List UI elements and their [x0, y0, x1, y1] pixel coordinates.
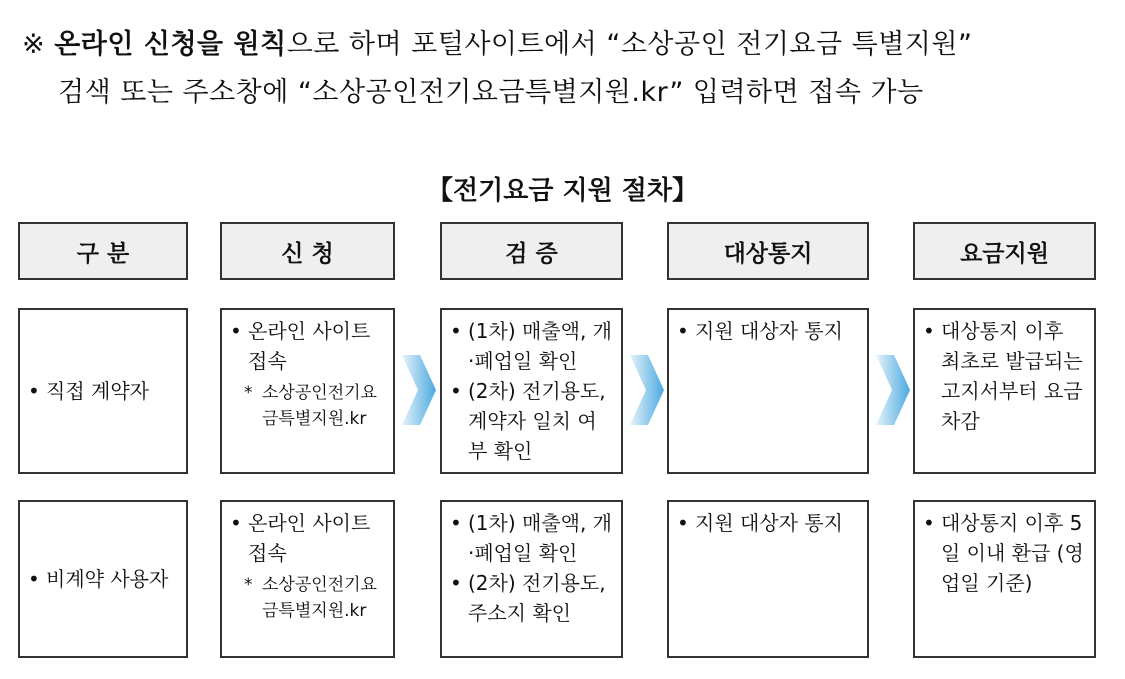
row2-category-cell: • 비계약 사용자 — [18, 500, 188, 658]
row2-support-cell: • 대상통지 이후 5일 이내 환급 (영업일 기준) — [913, 500, 1096, 658]
row2-notice: 지원 대상자 통지 — [695, 511, 843, 535]
diagram-title: 【전기요금 지원 절차】 — [426, 176, 699, 206]
row1-notice-cell: • 지원 대상자 통지 — [667, 308, 869, 474]
notice-line-2: 검색 또는 주소창에 “소상공인전기요금특별지원.kr” 입력하면 접속 가능 — [58, 77, 924, 108]
row1-support-cell: • 대상통지 이후 최초로 발급되는 고지서부터 요금 차감 — [913, 308, 1096, 474]
row2-verify-cell: • (1차) 매출액, 개·폐업일 확인 • (2차) 전기용도, 주소지 확인 — [440, 500, 623, 658]
header-support: 요금지원 — [913, 222, 1096, 280]
row2-verify-1: (1차) 매출액, 개·폐업일 확인 — [468, 511, 613, 565]
notice-bold-text: 온라인 신청을 원칙 — [54, 29, 287, 60]
notice-line-1 — [22, 22, 972, 61]
header-apply: 신 청 — [220, 222, 395, 280]
row1-support: 대상통지 이후 최초로 발급되는 고지서부터 요금 차감 — [941, 319, 1083, 433]
row2-notice-cell: • 지원 대상자 통지 — [667, 500, 869, 658]
flow-arrow-icon — [876, 355, 910, 425]
row2-apply-cell: • 온라인 사이트 접속 * 소상공인전기요금특별지원.kr — [220, 500, 395, 658]
flow-arrow-icon — [402, 355, 436, 425]
row1-verify-1: (1차) 매출액, 개·폐업일 확인 — [468, 319, 613, 373]
row1-apply-sub: 소상공인전기요금특별지원.kr — [262, 383, 377, 429]
header-category: 구 분 — [18, 222, 188, 280]
row1-category: 직접 계약자 — [46, 379, 149, 403]
notice-text: 으로 하며 포털사이트에서 “소상공인 전기요금 특별지원” — [286, 29, 973, 60]
row1-notice: 지원 대상자 통지 — [695, 319, 843, 343]
row2-apply-item: 온라인 사이트 접속 — [248, 511, 371, 565]
row1-category-cell: • 직접 계약자 — [18, 308, 188, 474]
row1-verify-2: (2차) 전기용도, 계약자 일치 여부 확인 — [468, 379, 606, 463]
row2-apply-sub: 소상공인전기요금특별지원.kr — [262, 575, 377, 621]
header-verify: 검 증 — [440, 222, 623, 280]
row1-apply-item: 온라인 사이트 접속 — [248, 319, 371, 373]
row2-verify-2: (2차) 전기용도, 주소지 확인 — [468, 571, 606, 625]
row1-apply-cell: • 온라인 사이트 접속 * 소상공인전기요금특별지원.kr — [220, 308, 395, 474]
flow-arrow-icon — [630, 355, 664, 425]
reference-mark: ※ — [22, 29, 46, 60]
row1-verify-cell: • (1차) 매출액, 개·폐업일 확인 • (2차) 전기용도, 계약자 일치 여부 확인 — [440, 308, 623, 474]
row2-category: 비계약 사용자 — [46, 567, 169, 591]
row2-support: 대상통지 이후 5일 이내 환급 (영업일 기준) — [941, 511, 1084, 595]
header-notice: 대상통지 — [667, 222, 869, 280]
